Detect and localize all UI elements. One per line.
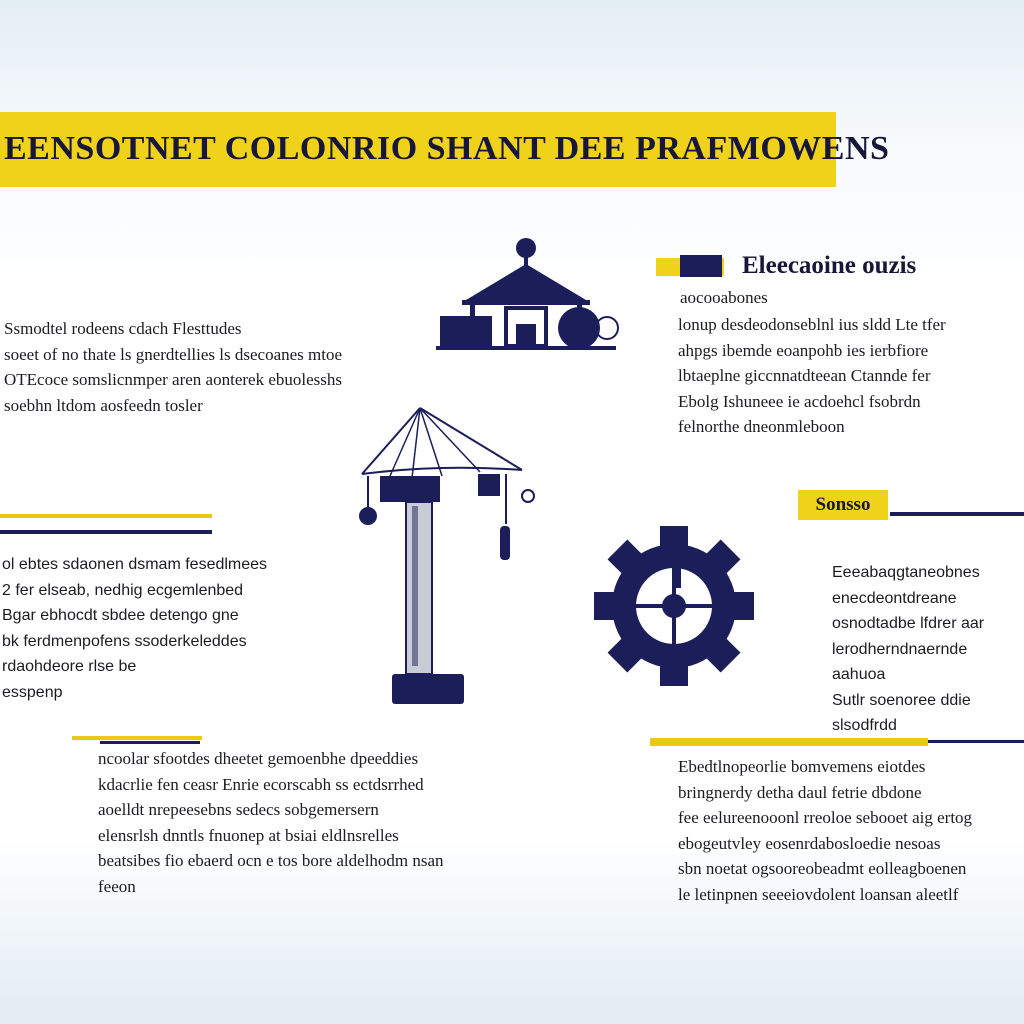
gear-wheel-icon: [594, 526, 754, 686]
market-stall-icon: [436, 236, 626, 356]
right-top-label: Eleecaoine ouzis: [742, 252, 917, 279]
right-top-paragraph: lonup desdeodonseblnl ius sldd Lte tfer ahpgs ibemde eoanpohb ies ierbfiore lbtaeplne giccnnatdteean Ctannde fer Ebolg Ishuneee ie acdoehcl fsobrdn felnorthe dneonmleboon: [678, 315, 946, 436]
bottom-left-divider-navy: [100, 741, 200, 744]
bottom-left-divider: [72, 736, 202, 740]
title-bar: [0, 112, 890, 187]
right-top-tag-icon: [680, 255, 722, 277]
crane-tower-icon: [350, 404, 540, 704]
left-mid-paragraph: ol ebtes sdaonen dsmam fesedlmees 2 fer elseab, nedhig ecgemlenbed Bgar ebhocdt sbdee detengo gne bk ferdmenpofens ssoderkeleddes rdaohdeore rlse be esspenp: [2, 556, 268, 701]
right-bottom-paragraph: Ebedtlnopeorlie bomvemens eiotdes bringnerdy detha daul fetrie dbdone fee eelureenooonl rreoloe sebooet aig ertog ebogeutvley eosenrdabosloedie nesoas sbn noetat ogsooreobeadmt eolleagboenen le letinpnen seeeiovdolent loansan aleetlf: [678, 757, 973, 904]
right-mid-divider: [890, 512, 1024, 516]
right-mid-tag: Sonsso: [798, 490, 888, 520]
right-bottom-divider-navy: [928, 740, 1024, 743]
right-bottom-divider: [650, 738, 928, 746]
left-divider: [0, 514, 212, 518]
right-top-subtitle: aocooabones: [680, 288, 768, 307]
left-divider-navy: [0, 530, 212, 534]
bottom-left-paragraph: ncoolar sfootdes dheetet gemoenbhe dpeeddies kdacrlie fen ceasr Enrie ecorscabh ss ectdsrrhed aoelldt nrepeesebns sedecs sobgemersern elensrlsh dnntls fnuonep at bsiai eldlnsrelles beatsibes fio ebaerd ocn e tos bore aldelhodm nsan feeon: [98, 749, 444, 896]
page-title: EENSOTNET COLONRIO SHANT DEE PRAFMOWENS: [4, 130, 890, 167]
right-mid-paragraph: Eeeabaqgtaneobnes enecdeontdreane osnodtadbe lfdrer aar lerodherndnaernde aahuoa Sutlr soenoree ddie slsodfrdd: [832, 564, 985, 734]
left-top-paragraph: Ssmodtel rodeens cdach Flesttudes soeet of no thate ls gnerdtellies ls dsecoanes mtoe OTEcoce somslicnmper aren aonterek ebuolesshs soebhn ltdom aosfeedn tosler: [4, 319, 343, 415]
